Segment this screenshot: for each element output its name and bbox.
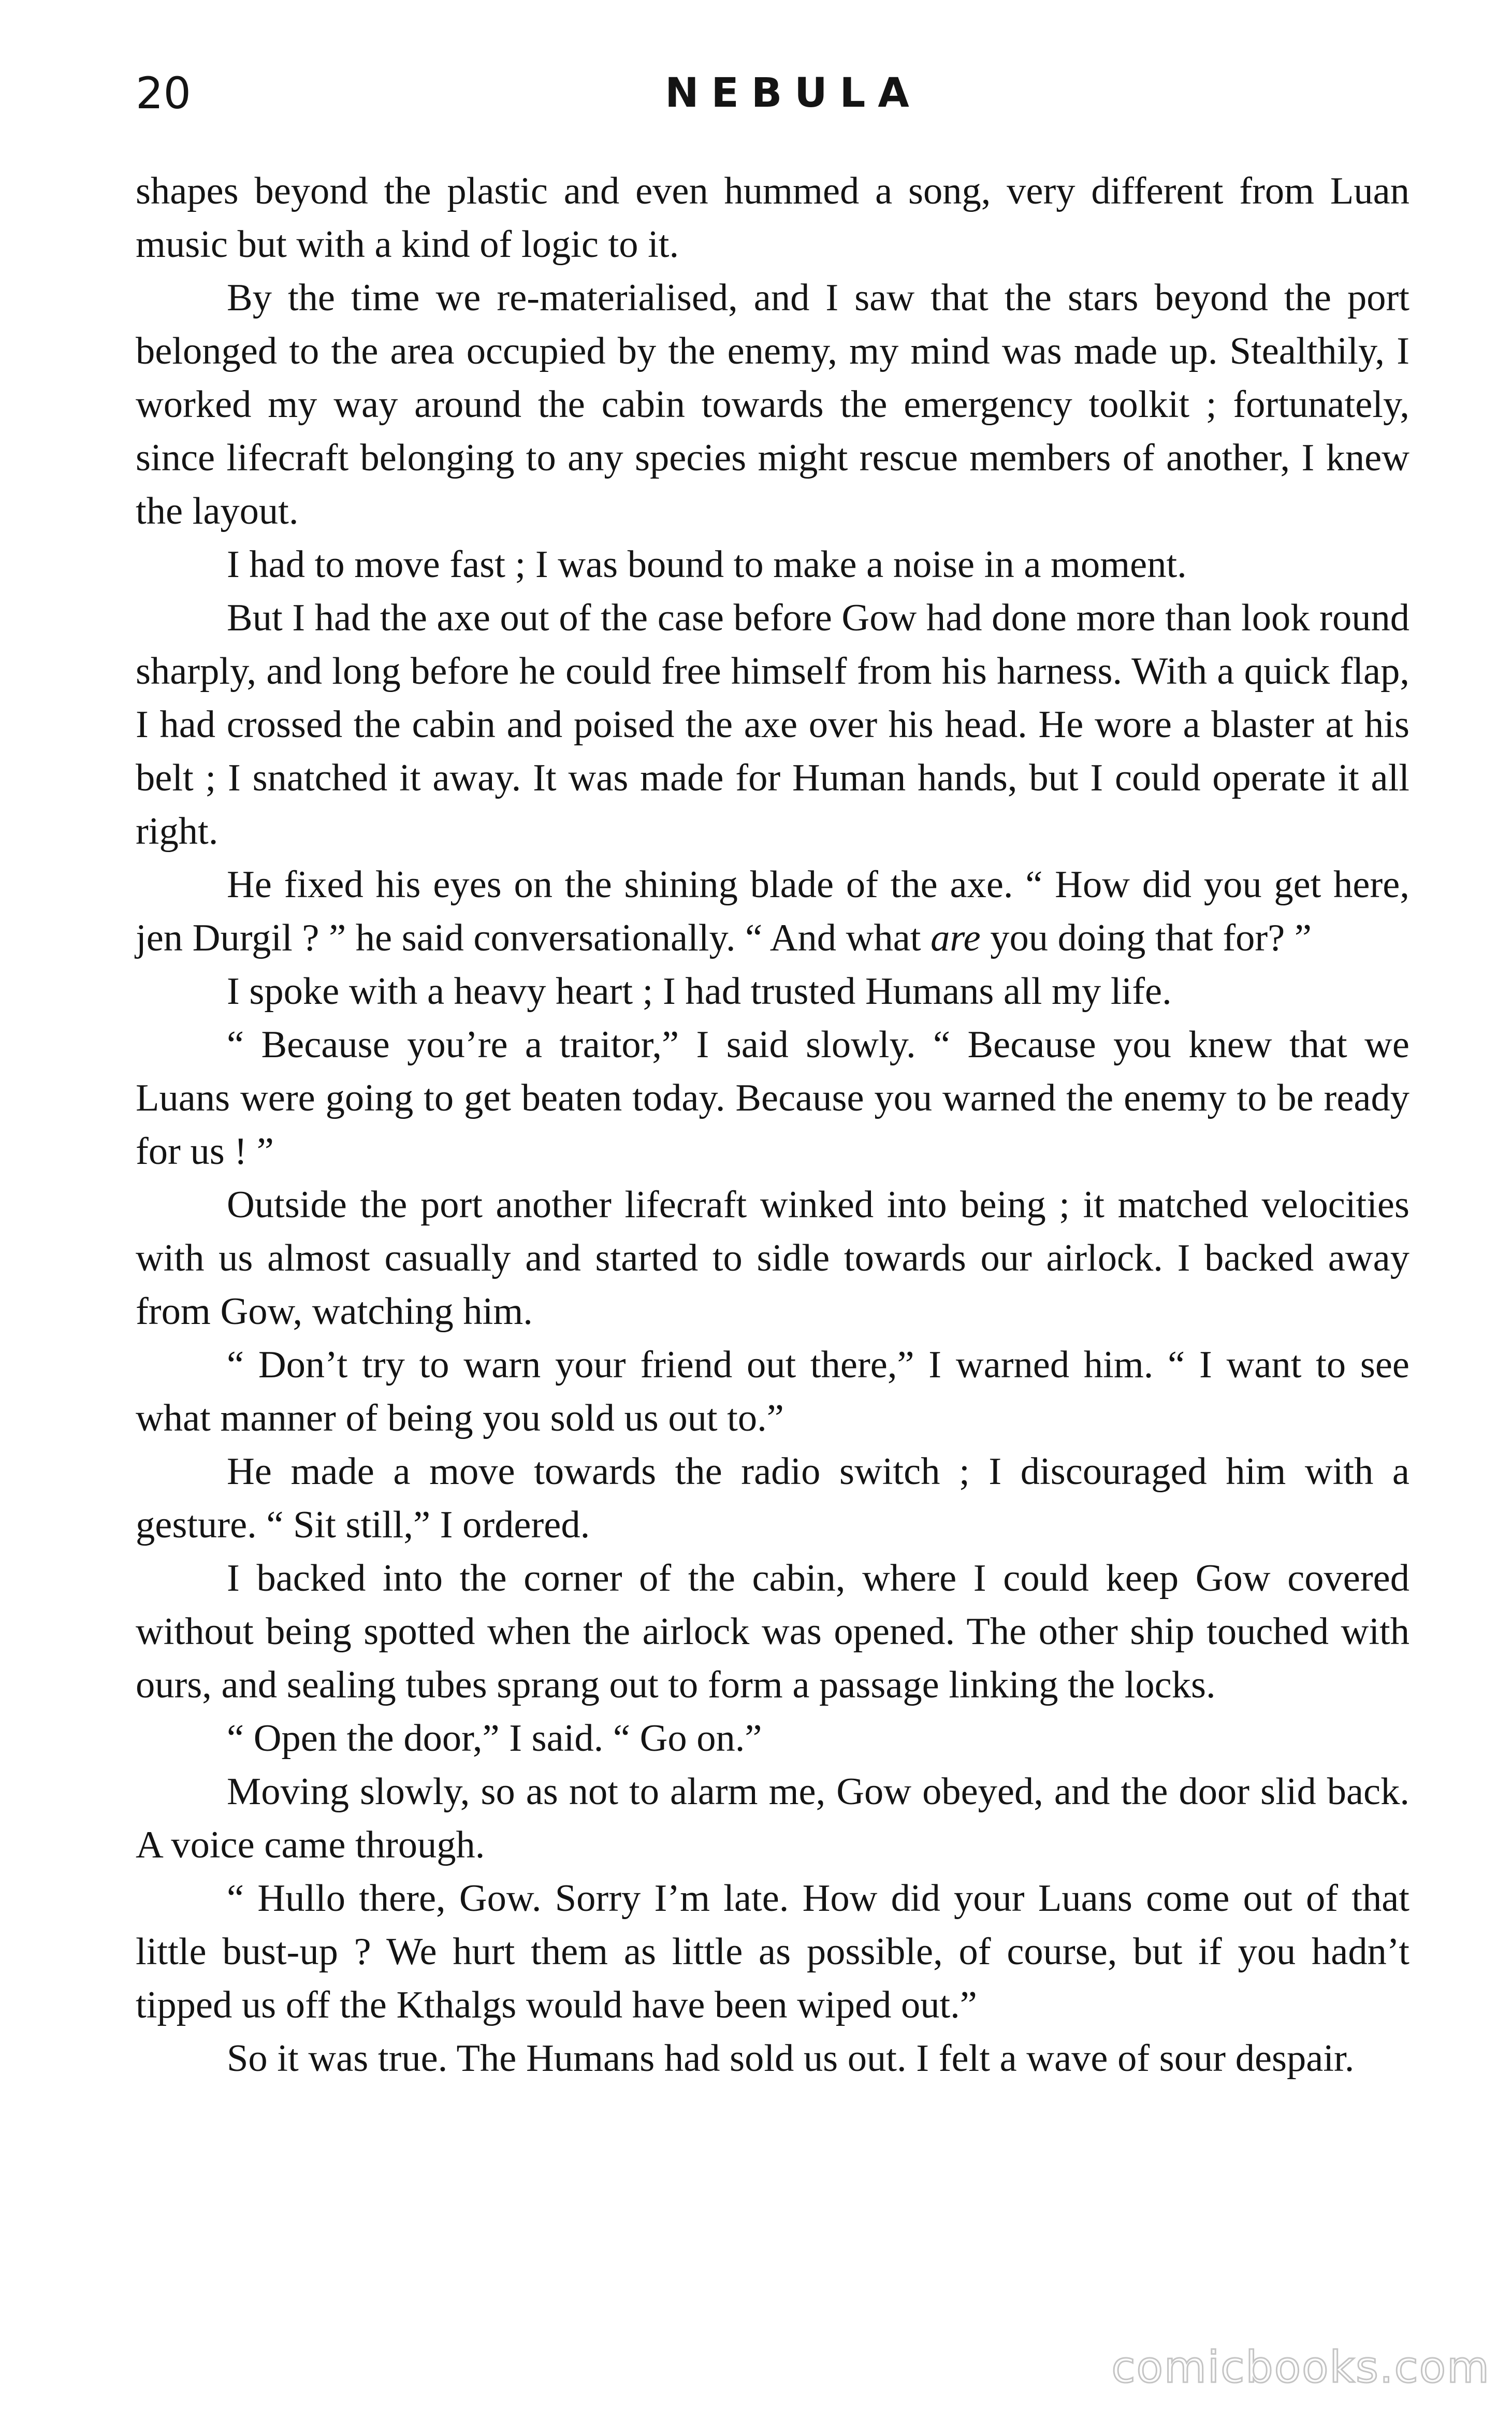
paragraph: Outside the port another lifecraft winked into being ; it matched velocities with us almost casually and started to sidle towards our airlock. I backed away from Gow, watching him.	[136, 1184, 1409, 1333]
paragraph: shapes beyond the plastic and even hummed a song, very different from Luan music but with a kind of logic to it.	[136, 170, 1409, 266]
body-text	[136, 165, 1409, 2085]
paragraph: “ Because you’re a traitor,” I said slowly. “ Because you knew that we Luans were going to get beaten today. Because you warned the enemy to be ready for us ! ”	[136, 1024, 1409, 1173]
paragraph: “ Don’t try to warn your friend out there,” I warned him. “ I want to see what manner of being you sold us out to.”	[136, 1344, 1409, 1439]
page-header	[136, 62, 1409, 124]
paragraph-text: He fixed his eyes on the shining blade of the axe. “ How did you get here, jen Durgil ? ” he said conversationally. “ And	[136, 863, 1409, 959]
paragraph: But I had the axe out of the case before Gow had done more than look round sharply, and long before he could free himself from his harness. With a quick flap, I had crossed the cabin and poised the axe over his head. He wore a blaster at his belt ; I snatched it away. It was made for Human hands, but I could operate it all right.	[136, 597, 1409, 853]
page-number: 20	[136, 68, 191, 119]
paragraph	[136, 858, 1409, 965]
paragraph: I had to move fast ; I was bound to make a noise in a moment.	[227, 543, 1187, 586]
paragraph: “ Hullo there, Gow. Sorry I’m late. How did your Luans come out of that little bust-up ? We hurt them as little as possible, of course, but if you hadn’t tipped us off the Kthalgs would have been wiped out.”	[136, 1877, 1409, 2026]
running-title: NEBULA	[665, 70, 922, 117]
paragraph: I spoke with a heavy heart ; I had trusted Humans all my life.	[227, 970, 1172, 1013]
paragraph: I backed into the corner of the cabin, where I could keep Gow covered without being spotted when the airlock was opened. The other ship touched with ours, and sealing tubes sprang out to form a passage linking the locks.	[136, 1557, 1409, 1706]
paragraph: By the time we re-materialised, and I saw that the stars beyond the port belonged to the area occupied by the enemy, my mind was made up. Stealthily, I worked my way around the cabin towards the emergency toolkit ; fortunately, since lifecraft belonging to any species might rescue members of another, I knew the layout.	[136, 277, 1409, 532]
paragraph-text: you doing that for? ”	[980, 917, 1312, 959]
paragraph: He made a move towards the radio switch ; I discouraged him with a gesture. “ Sit still,” I ordered.	[136, 1450, 1409, 1546]
emphasis-text: are	[931, 917, 981, 959]
paragraph: Moving slowly, so as not to alarm me, Gow obeyed, and the door slid back. A voice came through.	[136, 1770, 1409, 1866]
paragraph: So it was true. The Humans had sold us out. I felt a wave of sour despair.	[227, 2037, 1355, 2080]
paragraph-text: what	[846, 917, 931, 959]
paragraph: “ Open the door,” I said. “ Go on.”	[227, 1717, 762, 1760]
watermark: comicbooks.com	[1111, 2342, 1490, 2393]
